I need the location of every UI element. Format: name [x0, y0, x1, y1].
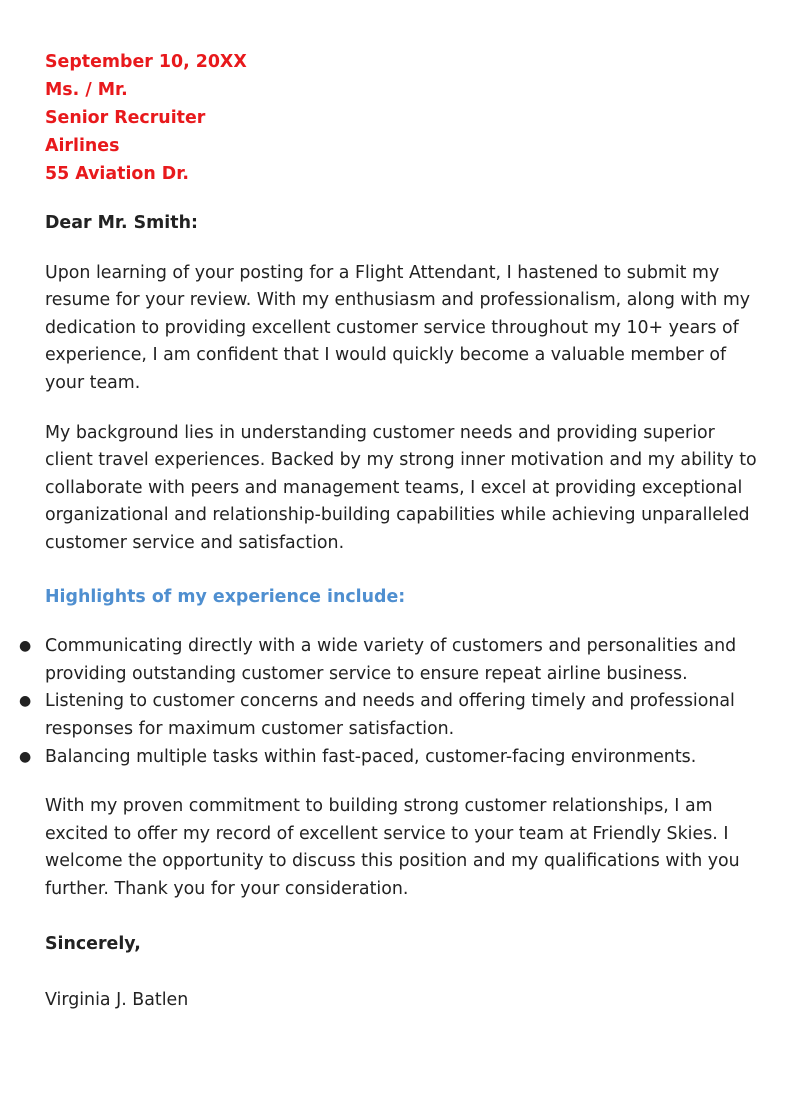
salutation: Dear Mr. Smith: [45, 213, 198, 233]
recipient-street: 55 Aviation Dr. [45, 164, 189, 184]
highlight-item [19, 633, 760, 688]
body-paragraph-intro: Upon learning of your posting for a Flight Attendant, I hastened to submit my resume for your review. With my enthusiasm and professionalism, along with my dedication to providing excellent customer service throughout my 10+ years of experience, I am confident that I would quickly become a valuable member of your team. [45, 262, 751, 393]
bullet-icon: ● [19, 638, 32, 655]
bullet-icon: ● [19, 693, 32, 710]
letter-date: September 10, 20XX [45, 52, 247, 72]
body-paragraph-closing: With my proven commitment to building strong customer relationships, I am excited to offer my record of excellent service to your team at Friendly Skies. I welcome the opportunity to discuss this position and my qualifications with you further. Thank you for your consideration. [45, 796, 740, 899]
recipient-name: Ms. / Mr. [45, 80, 128, 100]
signature-name: Virginia J. Batlen [45, 990, 189, 1011]
bullet-icon: ● [19, 748, 32, 765]
recipient-company: Airlines [45, 136, 120, 156]
highlights-list [19, 633, 760, 771]
highlight-item-text: Listening to customer concerns and needs and offering timely and professional responses for maximum customer satisfaction. [45, 691, 735, 739]
recipient-address-block [45, 48, 760, 188]
highlight-item [19, 688, 760, 743]
complimentary-closing: Sincerely, [45, 934, 141, 955]
highlight-item-text: Communicating directly with a wide variety of customers and personalities and providing outstanding customer service to ensure repeat airline business. [45, 636, 737, 684]
highlight-item [19, 744, 760, 772]
recipient-title: Senior Recruiter [45, 108, 206, 128]
body-paragraph-background: My background lies in understanding customer needs and providing superior client travel experiences. Backed by my strong inner motivation and my ability to collaborate with peers and management teams, I excel at providing exceptional organizational and relationship-building capabilities while achieving unparalleled customer service and satisfaction. [45, 422, 757, 553]
highlights-heading: Highlights of my experience include: [45, 586, 406, 607]
highlight-item-text: Balancing multiple tasks within fast-paced, customer-facing environments. [45, 746, 697, 767]
